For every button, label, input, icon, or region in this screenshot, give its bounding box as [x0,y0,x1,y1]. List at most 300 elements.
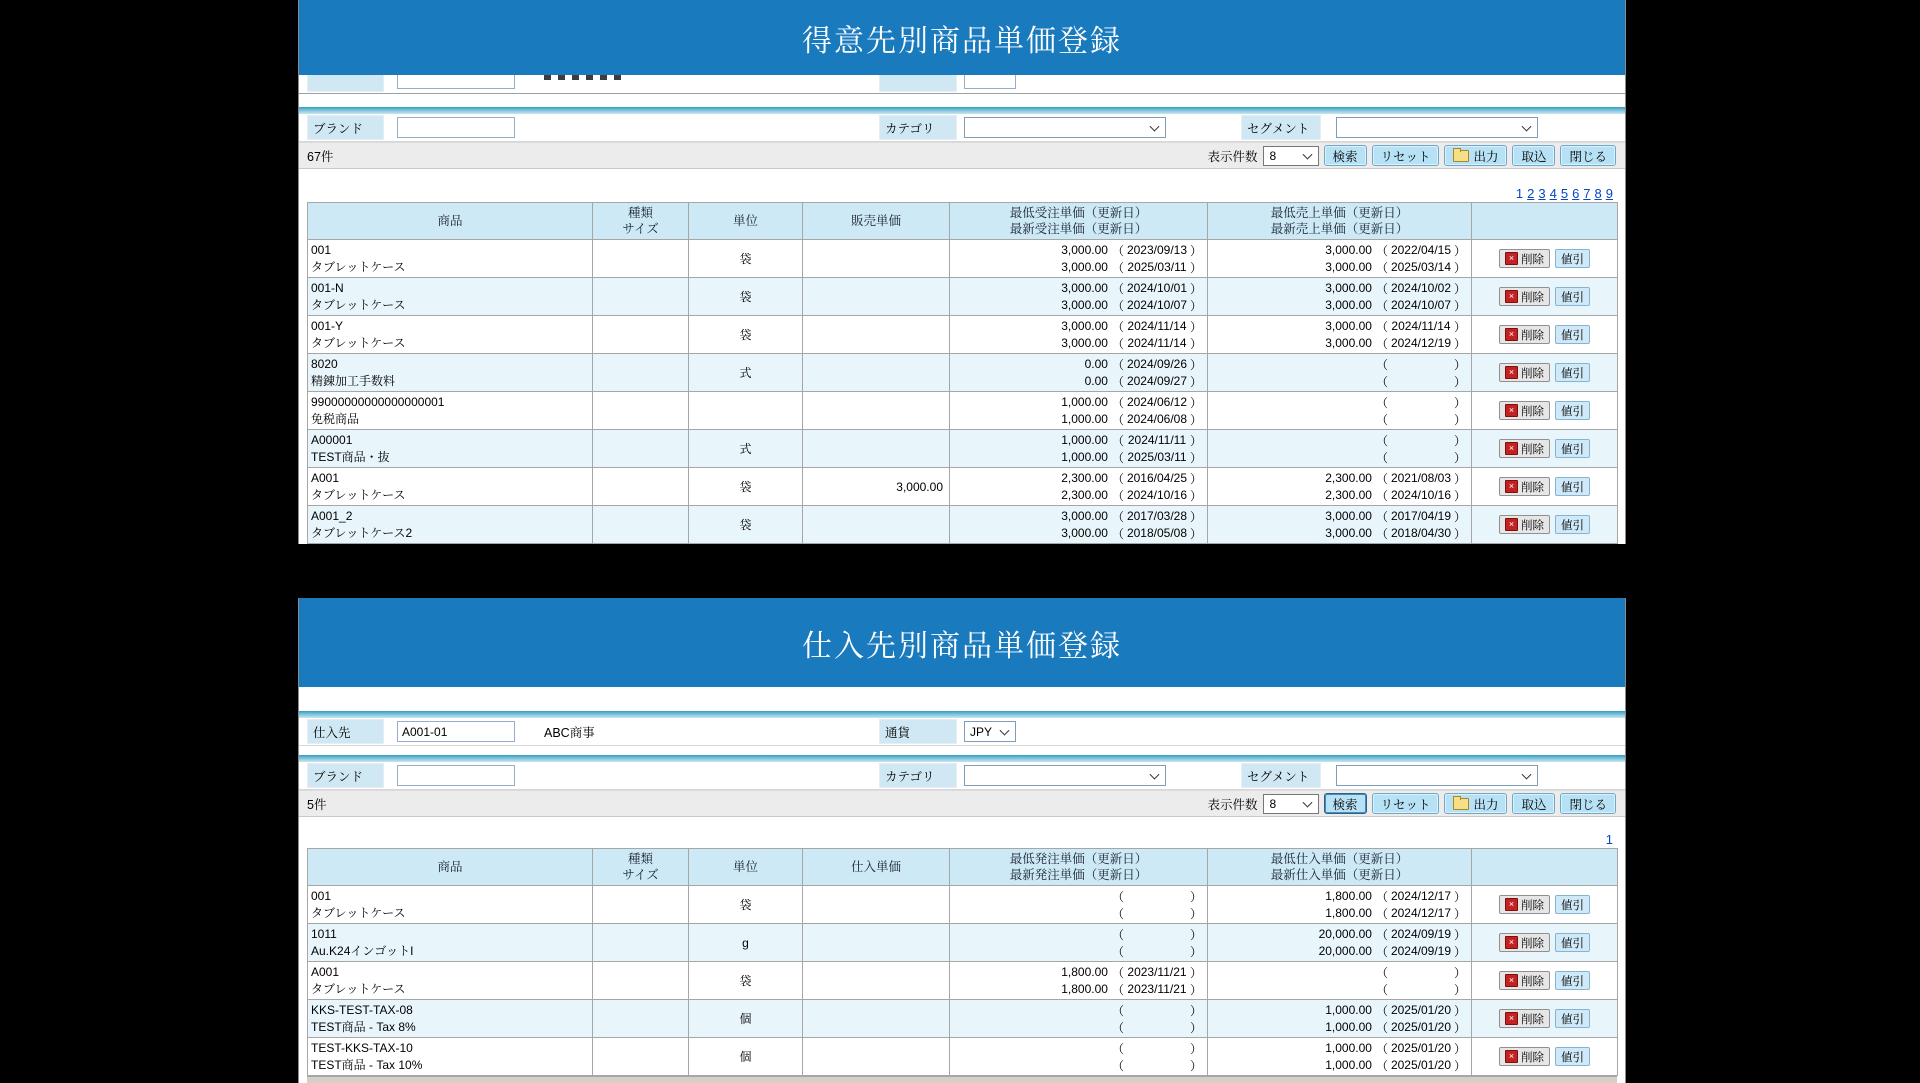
header-row [308,849,1618,886]
discount-button[interactable]: 値引 [1555,895,1590,914]
delete-button[interactable] [1499,249,1550,268]
delete-button[interactable] [1499,933,1550,952]
update-date: 2023/11/21 [1127,982,1187,996]
result-count-bar [299,142,1625,169]
delete-button[interactable] [1499,895,1550,914]
product-name: タブレットケース [311,981,406,996]
update-date: 2024/10/01 [1126,281,1188,295]
delete-label: 削除 [1521,1051,1544,1064]
price-value: 0.00 [1084,374,1108,388]
col-type-size: 種類 サイズ [593,203,689,240]
delete-label: 削除 [1521,253,1544,266]
reset-button[interactable]: リセット [1372,793,1440,814]
segment-label: セグメント [1241,763,1321,788]
discount-button[interactable]: 値引 [1555,1009,1590,1028]
col-unit: 単位 [689,203,803,240]
unit-price-cell [803,962,950,1000]
table-row [308,392,1618,430]
min-latest-price-b-cell: （ ） （ ） [1208,354,1472,392]
actions-cell [1472,886,1618,924]
actions-cell [1472,962,1618,1000]
min-latest-price-b-cell: 3,000.00 （ 2024/10/02 ） 3,000.00 （ 2024/10/07 ） [1208,278,1472,316]
brand-label: ブランド [307,763,384,788]
min-latest-price-a-cell: 2,300.00 （ 2016/04/25 ） 2,300.00 （ 2024/10/16 ） [950,468,1208,506]
product-name: 精錬加工手数料 [311,373,396,388]
delete-label: 削除 [1521,1013,1544,1026]
folder-icon [1453,798,1469,810]
actions-cell [1472,316,1618,354]
pagination [1606,832,1613,847]
price-value: 2,300.00 [1061,488,1108,502]
delete-x-icon: × [1505,442,1518,455]
import-button[interactable]: 取込 [1512,145,1555,166]
update-date: 2024/12/19 [1390,336,1452,350]
discount-button[interactable]: 値引 [1555,363,1590,382]
price-value: 3,000.00 [1325,281,1372,295]
result-count-bar [299,790,1625,817]
price-value: 1,800.00 [1061,965,1108,979]
discount-button[interactable]: 値引 [1555,477,1590,496]
update-date: 2024/10/07 [1390,298,1452,312]
actions-cell [1472,468,1618,506]
min-latest-price-b-cell: 3,000.00 （ 2017/04/19 ） 3,000.00 （ 2018/04/30 ） [1208,506,1472,544]
product-cell [308,1000,593,1038]
update-date: 2017/03/28 [1126,509,1188,523]
supplier-name: ABC商事 [544,725,595,740]
product-name: TEST商品・抜 [311,449,390,464]
price-value: 3,000.00 [1325,319,1372,333]
price-value: 2,300.00 [1061,471,1108,485]
display-count-select[interactable]: 8 [1263,794,1319,814]
price-value: 3,000.00 [1061,509,1108,523]
product-cell [308,240,593,278]
currency-select[interactable]: JPY [964,721,1016,742]
min-latest-price-b-cell: 2,300.00 （ 2021/08/03 ） 2,300.00 （ 2024/10/16 ） [1208,468,1472,506]
page-link-6[interactable]: 6 [1572,186,1580,201]
folder-icon [1453,150,1469,162]
col-sales-price: 最低売上単価（更新日） 最新売上単価（更新日） [1208,203,1472,240]
delete-x-icon: × [1505,936,1518,949]
min-latest-price-a-cell: （ ） （ ） [950,924,1208,962]
min-latest-price-a-cell: 3,000.00 （ 2017/03/28 ） 3,000.00 （ 2018/05/08 ） [950,506,1208,544]
update-date: 2023/11/21 [1127,965,1187,979]
customer-row-clipped [299,75,1625,94]
segment-label: セグメント [1241,115,1321,140]
discount-button[interactable]: 値引 [1555,287,1590,306]
chevron-down-icon [1150,121,1160,131]
product-name: TEST商品 - Tax 8% [311,1019,416,1034]
close-button[interactable]: 閉じる [1560,145,1616,166]
update-date: 2024/09/19 [1390,927,1452,941]
update-date: 2024/10/16 [1390,488,1452,502]
unit-price-cell: 3,000.00 [803,468,950,506]
delete-x-icon: × [1505,328,1518,341]
table-row [308,240,1618,278]
update-date: 2024/10/07 [1126,298,1188,312]
table-row [308,316,1618,354]
min-latest-price-b-cell: 1,000.00 （ 2025/01/20 ） 1,000.00 （ 2025/01/20 ） [1208,1000,1472,1038]
import-button[interactable]: 取込 [1512,793,1555,814]
update-date: 2025/01/20 [1390,1003,1452,1017]
product-name: タブレットケース [311,297,406,312]
actions-cell [1472,354,1618,392]
page-link-9[interactable]: 9 [1605,186,1613,201]
window-titlebar [299,0,1625,75]
chevron-down-icon [1150,769,1160,779]
delete-button[interactable] [1499,287,1550,306]
unit-price-cell [803,886,950,924]
unit-price-cell [803,278,950,316]
product-name: タブレットケース [311,335,406,350]
category-select[interactable] [964,765,1166,786]
price-value: 3,000.00 [1325,509,1372,523]
type-size-cell [593,468,689,506]
type-size-cell [593,962,689,1000]
product-cell [308,962,593,1000]
min-latest-price-a-cell: （ ） （ ） [950,1038,1208,1076]
delete-button[interactable] [1499,325,1550,344]
price-value: 1,000.00 [1061,450,1108,464]
price-value: 2,300.00 [1325,471,1372,485]
col-actions [1472,203,1618,240]
delete-label: 削除 [1521,443,1544,456]
unit-cell: 個 [689,1038,803,1076]
price-value: 1,000.00 [1325,1003,1372,1017]
currency-input[interactable] [964,75,1016,89]
pagination [1516,186,1613,201]
price-value: 3,000.00 [1061,298,1108,312]
page-title: 得意先別商品単価登録 [802,24,1122,58]
col-sales-unit-price: 販売単価 [803,203,950,240]
type-size-cell [593,886,689,924]
update-date: 2024/11/14 [1391,319,1451,333]
min-latest-price-b-cell: 1,000.00 （ 2025/01/20 ） 1,000.00 （ 2025/01/20 ） [1208,1038,1472,1076]
currency-label-cell [879,75,957,92]
unit-cell: 個 [689,1000,803,1038]
update-date: 2017/04/19 [1390,509,1452,523]
min-latest-price-b-cell: （ ） （ ） [1208,430,1472,468]
brand-label: ブランド [307,115,384,140]
product-name: Au.K24インゴットI [311,943,414,958]
delete-button[interactable] [1499,363,1550,382]
category-label: カテゴリ [879,763,957,788]
delete-x-icon: × [1505,1012,1518,1025]
page-link-1[interactable]: 1 [1515,186,1524,201]
price-value: 1,800.00 [1325,906,1372,920]
section-separator [299,711,1625,718]
update-date: 2024/09/27 [1126,374,1188,388]
brand-input[interactable] [397,117,515,138]
delete-x-icon: × [1505,1050,1518,1063]
product-code: KKS-TEST-TAX-08 [311,1002,413,1017]
actions-cell [1472,430,1618,468]
result-count: 5件 [307,797,327,812]
min-latest-price-b-cell: 1,800.00 （ 2024/12/17 ） 1,800.00 （ 2024/12/17 ） [1208,886,1472,924]
product-cell [308,886,593,924]
min-latest-price-b-cell: （ ） （ ） [1208,392,1472,430]
unit-cell: 袋 [689,506,803,544]
page-link-7[interactable]: 7 [1583,186,1591,201]
unit-price-cell [803,316,950,354]
delete-x-icon: × [1505,974,1518,987]
price-value: 1,000.00 [1325,1020,1372,1034]
page-link-8[interactable]: 8 [1594,186,1602,201]
product-code: 99000000000000000001 [311,394,445,409]
unit-cell: 袋 [689,468,803,506]
unit-price-cell [803,1000,950,1038]
min-latest-price-a-cell: 3,000.00 （ 2023/09/13 ） 3,000.00 （ 2025/03/11 ） [950,240,1208,278]
discount-button[interactable]: 値引 [1555,1047,1590,1066]
price-value: 3,000.00 [1061,281,1108,295]
update-date: 2024/06/08 [1126,412,1188,426]
discount-button[interactable]: 値引 [1555,325,1590,344]
min-latest-price-b-cell: 3,000.00 （ 2024/11/14 ） 3,000.00 （ 2024/12/19 ） [1208,316,1472,354]
discount-button[interactable]: 値引 [1555,933,1590,952]
price-value: 1,000.00 [1325,1041,1372,1055]
table-row [308,924,1618,962]
update-date: 2024/12/17 [1390,889,1452,903]
discount-button[interactable]: 値引 [1555,249,1590,268]
result-count: 67件 [307,149,334,164]
price-value: 3,000.00 [1325,336,1372,350]
unit-price-cell [803,430,950,468]
update-date: 2018/05/08 [1126,526,1188,540]
price-value: 1,800.00 [1061,982,1108,996]
min-latest-price-a-cell: 0.00 （ 2024/09/26 ） 0.00 （ 2024/09/27 ） [950,354,1208,392]
product-code: A001 [311,470,340,485]
delete-button[interactable] [1499,1047,1550,1066]
product-cell [308,1038,593,1076]
col-product: 商品 [308,203,593,240]
delete-label: 削除 [1521,975,1544,988]
delete-label: 削除 [1521,481,1544,494]
min-latest-price-a-cell: （ ） （ ） [950,1000,1208,1038]
actions-cell [1472,392,1618,430]
page-title: 仕入先別商品単価登録 [802,629,1122,663]
delete-x-icon: × [1505,290,1518,303]
price-value: 2,300.00 [1325,488,1372,502]
min-latest-price-b-cell: 20,000.00 （ 2024/09/19 ） 20,000.00 （ 2024/09/19 ） [1208,924,1472,962]
customer-price-table [307,202,1618,544]
unit-cell: 袋 [689,240,803,278]
product-cell [308,506,593,544]
price-value: 1,000.00 [1061,395,1108,409]
unit-price-cell [803,240,950,278]
min-latest-price-a-cell: 1,000.00 （ 2024/11/11 ） 1,000.00 （ 2025/03/11 ） [950,430,1208,468]
update-date: 2025/01/20 [1390,1020,1452,1034]
update-date: 2024/11/11 [1127,433,1187,447]
price-value: 3,000.00 [1061,243,1108,257]
unit-cell: 式 [689,354,803,392]
segment-select[interactable] [1336,765,1538,786]
product-code: 001-Y [311,318,344,333]
discount-button[interactable]: 値引 [1555,515,1590,534]
search-button[interactable]: 検索 [1324,145,1367,166]
col-purchase-unit-price: 仕入単価 [803,849,950,886]
supplier-price-table [307,848,1618,1076]
discount-button[interactable]: 値引 [1555,971,1590,990]
update-date: 2024/09/19 [1390,944,1452,958]
pagination-row [299,186,1625,202]
delete-label: 削除 [1521,937,1544,950]
display-count-label: 表示件数 [1207,149,1258,164]
update-date: 2025/01/20 [1390,1058,1452,1072]
type-size-cell [593,316,689,354]
min-latest-price-a-cell: 1,000.00 （ 2024/06/12 ） 1,000.00 （ 2024/06/08 ） [950,392,1208,430]
price-value: 1,000.00 [1061,433,1108,447]
unit-price-cell [803,1038,950,1076]
table-row [308,962,1618,1000]
price-value: 3,000.00 [1061,319,1108,333]
delete-button[interactable] [1499,1009,1550,1028]
update-date: 2024/10/16 [1126,488,1188,502]
delete-x-icon: × [1505,404,1518,417]
col-product: 商品 [308,849,593,886]
product-code: 8020 [311,356,338,371]
table-row [308,354,1618,392]
min-latest-price-a-cell: （ ） （ ） [950,886,1208,924]
delete-label: 削除 [1521,899,1544,912]
discount-button[interactable]: 値引 [1555,439,1590,458]
update-date: 2024/06/12 [1126,395,1188,409]
product-name: 免税商品 [311,411,360,426]
type-size-cell [593,354,689,392]
section-separator [299,755,1625,762]
product-code: A001_2 [311,508,353,523]
product-code: TEST-KKS-TAX-10 [311,1040,413,1055]
delete-label: 削除 [1521,519,1544,532]
product-cell [308,316,593,354]
update-date: 2024/12/17 [1390,906,1452,920]
col-purchase-price: 最低仕入単価（更新日） 最新仕入単価（更新日） [1208,849,1472,886]
delete-button[interactable] [1499,515,1550,534]
price-value: 0.00 [1084,357,1108,371]
search-button[interactable]: 検索 [1324,793,1367,814]
product-name: タブレットケース2 [311,525,413,540]
actions-cell [1472,1038,1618,1076]
min-latest-price-b-cell: 3,000.00 （ 2022/04/15 ） 3,000.00 （ 2025/03/14 ） [1208,240,1472,278]
chevron-down-icon [1522,769,1532,779]
filter-row [299,762,1625,790]
product-cell [308,278,593,316]
table-row [308,278,1618,316]
chevron-down-icon [1000,725,1010,735]
update-date: 2022/04/15 [1390,243,1452,257]
product-code: 001 [311,242,332,257]
delete-button[interactable] [1499,401,1550,420]
unit-price-cell [803,392,950,430]
display-count-select[interactable]: 8 [1263,146,1319,166]
product-code: 1011 [311,926,337,941]
update-date: 2025/03/14 [1390,260,1452,274]
price-value: 1,800.00 [1325,889,1372,903]
delete-x-icon: × [1505,480,1518,493]
output-button[interactable]: 出力 [1444,793,1507,814]
type-size-cell [593,430,689,468]
page-link-4[interactable]: 4 [1549,186,1557,201]
customer-code-input[interactable] [397,75,515,89]
discount-button[interactable]: 値引 [1555,401,1590,420]
type-size-cell [593,392,689,430]
type-size-cell [593,1038,689,1076]
type-size-cell [593,278,689,316]
page-link-2[interactable]: 2 [1527,186,1535,201]
update-date: 2021/08/03 [1390,471,1452,485]
reset-button[interactable]: リセット [1372,145,1440,166]
update-date: 2018/04/30 [1390,526,1452,540]
delete-label: 削除 [1521,291,1544,304]
page-link-5[interactable]: 5 [1560,186,1569,201]
product-code: 001 [311,888,332,903]
window-titlebar [299,598,1625,687]
product-code: A00001 [311,432,353,447]
delete-x-icon: × [1505,518,1518,531]
unit-price-cell [803,354,950,392]
delete-label: 削除 [1521,405,1544,418]
update-date: 2024/11/14 [1127,319,1187,333]
brand-input[interactable] [397,765,515,786]
product-code: 001-N [311,280,344,295]
segment-select[interactable] [1336,117,1538,138]
unit-price-cell [803,506,950,544]
price-value: 3,000.00 [1325,243,1372,257]
type-size-cell [593,240,689,278]
product-name: タブレットケース [311,905,406,920]
min-latest-price-a-cell: 3,000.00 （ 2024/10/01 ） 3,000.00 （ 2024/10/07 ） [950,278,1208,316]
actions-cell [1472,506,1618,544]
col-actions [1472,849,1618,886]
category-select[interactable] [964,117,1166,138]
product-name: タブレットケース [311,487,406,502]
unit-cell [689,392,803,430]
output-button[interactable]: 出力 [1444,145,1507,166]
min-latest-price-a-cell: 3,000.00 （ 2024/11/14 ） 3,000.00 （ 2024/11/14 ） [950,316,1208,354]
price-value: 3,000.00 [1061,260,1108,274]
delete-button[interactable] [1499,439,1550,458]
product-cell [308,430,593,468]
col-type-size: 種類 サイズ [593,849,689,886]
delete-x-icon: × [1505,366,1518,379]
table-row [308,886,1618,924]
type-size-cell [593,1000,689,1038]
category-label: カテゴリ [879,115,957,140]
product-code: A001 [311,964,340,979]
min-latest-price-a-cell: 1,800.00 （ 2023/11/21 ） 1,800.00 （ 2023/11/21 ） [950,962,1208,1000]
table-row [308,1000,1618,1038]
product-cell [308,924,593,962]
unit-cell: g [689,924,803,962]
delete-button[interactable] [1499,477,1550,496]
customer-label-cell [307,75,384,92]
table-row [308,1038,1618,1076]
page-link-1[interactable]: 1 [1605,832,1613,847]
page-link-3[interactable]: 3 [1538,186,1546,201]
update-date: 2024/10/02 [1390,281,1452,295]
update-date: 2024/09/26 [1126,357,1188,371]
delete-button[interactable] [1499,971,1550,990]
price-value: 3,000.00 [1325,260,1372,274]
price-value: 1,000.00 [1061,412,1108,426]
close-button[interactable]: 閉じる [1560,793,1616,814]
col-order-price: 最低受注単価（更新日） 最新受注単価（更新日） [950,203,1208,240]
price-value: 20,000.00 [1318,944,1372,958]
price-value: 1,000.00 [1325,1058,1372,1072]
product-cell [308,354,593,392]
filter-row [299,114,1625,142]
product-name: TEST商品 - Tax 10% [311,1057,423,1072]
chevron-down-icon [1522,121,1532,131]
supplier-code-input[interactable] [397,721,515,742]
